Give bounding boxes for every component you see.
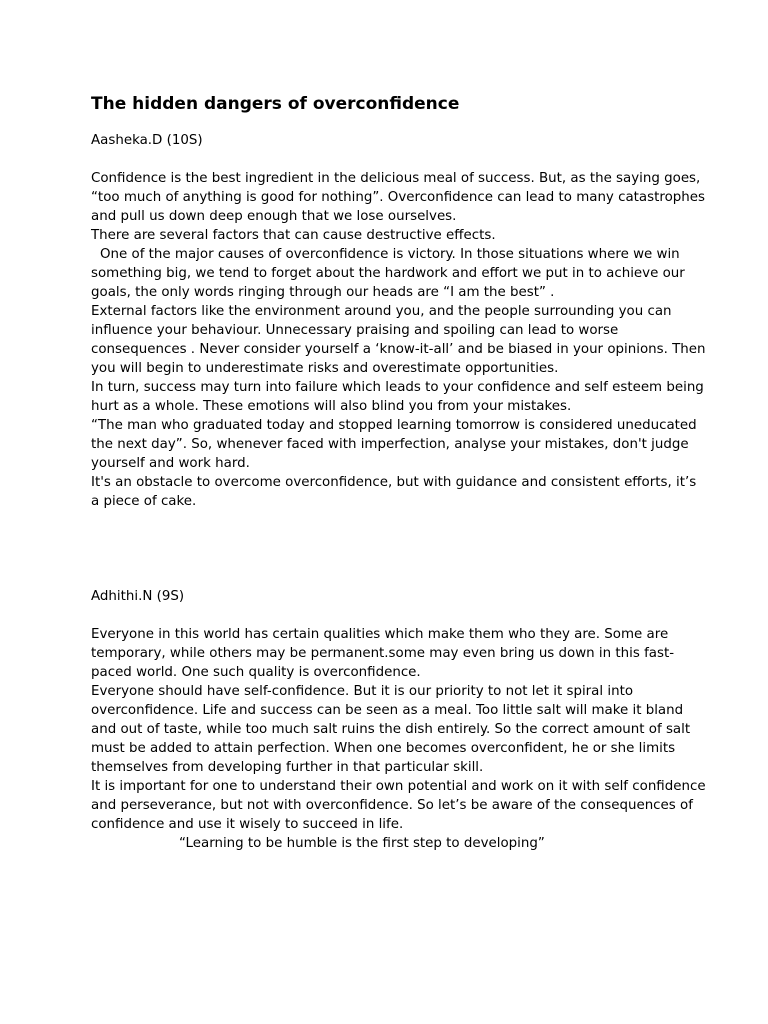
essay1-paragraph-4: External factors like the environment around you, and the people surrounding you can influence your behaviour. Unnecessary praising and spoiling can lead to worse consequences . Never consider yourself a ‘know-it-all’ and be biased in your opinions. Then you will begin to underestimate risks and overestimate opportunities.	[91, 304, 706, 376]
essay1-body	[91, 169, 708, 511]
essay2-body	[91, 625, 708, 853]
essay1-paragraph-6: “The man who graduated today and stopped learning tomorrow is considered uneducated the next day”. So, whenever faced with imperfection, analyse your mistakes, don't judge yourself and work hard.	[91, 418, 697, 471]
essay2-paragraph-2: Everyone should have self-confidence. But it is our priority to not let it spiral into overconfidence. Life and success can be seen as a meal. Too little salt will make it bland and out of taste, while too much salt ruins the dish entirely. So the correct amount of salt must be added to attain perfection. When one becomes overconfident, he or she limits themselves from developing further in that particular skill.	[91, 684, 691, 775]
essay1-paragraph-3: One of the major causes of overconfidence is victory. In those situations where we win something big, we tend to forget about the hardwork and effort we put in to achieve our goals, the only words ringing through our heads are “I am the best” .	[91, 247, 685, 300]
essay1-paragraph-2: There are several factors that can cause destructive effects.	[91, 228, 496, 243]
essay1-paragraph-7: It's an obstacle to overcome overconfidence, but with guidance and consistent efforts, it’s a piece of cake.	[91, 475, 697, 509]
document-title: The hidden dangers of overconfidence	[91, 94, 460, 114]
section-spacer	[91, 511, 708, 587]
essay2-author: Adhithi.N (9S)	[91, 589, 185, 604]
essay2-paragraph-3: It is important for one to understand their own potential and work on it with self confidence and perseverance, but not with overconfidence. So let’s be aware of the consequences of confidence and use it wisely to succeed in life.	[91, 779, 706, 832]
essay1-author: Aasheka.D (10S)	[91, 133, 203, 148]
essay1-paragraph-5: In turn, success may turn into failure which leads to your confidence and self esteem being hurt as a whole. These emotions will also blind you from your mistakes.	[91, 380, 704, 414]
essay2-paragraph-1: Everyone in this world has certain qualities which make them who they are. Some are temporary, while others may be permanent.some may even bring us down in this fast-paced world. One such quality is overconfidence.	[91, 627, 675, 680]
essay2-closing-quote: “Learning to be humble is the first step to developing”	[179, 836, 545, 851]
essay1-paragraph-1: Confidence is the best ingredient in the delicious meal of success. But, as the saying goes, “too much of anything is good for nothing”. Overconfidence can lead to many catastrophes and pull us down deep enough that we lose ourselves.	[91, 171, 705, 224]
